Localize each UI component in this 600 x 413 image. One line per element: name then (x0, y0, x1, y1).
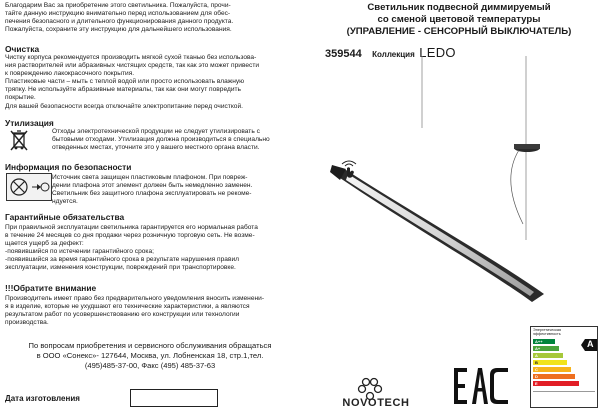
intro-line: Благодарим Вас за приобретение этого светильника. Пожалуйста, прочи- (5, 2, 231, 9)
energy-header: Энергетическая эффективность (533, 328, 562, 337)
product-title (318, 2, 600, 38)
intro-line: печения безопасного и длительного функционирования данного продукта. (5, 18, 234, 26)
energy-class-bar: A++ (533, 339, 555, 344)
energy-footer-strip (533, 391, 595, 406)
service-line: в ООО «Сонекс»- 127644, Москва, ул. Лобненская 18, стр.1,тел. (36, 351, 264, 360)
service-line: По вопросам приобретения и сервисного обслуживания обращаться (28, 341, 272, 350)
energy-rating-arrow (581, 338, 597, 350)
pendant-lamp-illustration (318, 56, 600, 318)
warranty-heading: Гарантийные обязательства (5, 212, 125, 222)
safety-symbol-icon (6, 173, 52, 201)
eac-mark (452, 366, 510, 406)
intro-text (5, 2, 233, 34)
energy-class-bar: B (533, 360, 567, 365)
title-line: Светильник подвесной диммируемый (367, 2, 551, 13)
cleaning-line: покрытие. (5, 94, 36, 102)
logo-text: NOVOTECH (342, 397, 410, 408)
cleaning-line: Для вашей безопасности всегда отключайте электропитание перед очисткой. (5, 102, 243, 110)
energy-class-bar: A (533, 353, 563, 358)
cleaning-line: тряпку. Не используйте абразивные материалы, так как они могут повредить (5, 86, 241, 94)
warranty-line: щается ущерб за дефект: (5, 240, 84, 248)
safety-heading: Информация по безопасности (5, 162, 132, 172)
notice-heading: !!!Обратите внимание (5, 283, 97, 293)
title-line: (УПРАВЛЕНИЕ - СЕНСОРНЫЙ ВЫКЛЮЧАТЕЛЬ) (346, 26, 572, 37)
disposal-heading: Утилизация (5, 118, 54, 128)
safety-line: Светильник без защитного плафона эксплуатировать не рекоме- (52, 190, 252, 198)
manufacture-date-label: Дата изготовления (5, 394, 80, 403)
cleaning-line: Чистку корпуса рекомендуется производить мягкой сухой тканью без использова- (5, 54, 257, 61)
title-line: со сменой цветовой температуры (377, 14, 541, 25)
energy-class-bar: D (533, 374, 575, 379)
cleaning-text (5, 54, 259, 111)
energy-class-bar: A+ (533, 346, 559, 351)
energy-class-bar: C (533, 367, 571, 372)
model-number: 359544 (325, 48, 362, 60)
service-line: (495)485-37-00, Факс (495) 485-37-63 (84, 361, 216, 370)
energy-class-bar: E (533, 381, 579, 386)
notice-line: производства. (5, 319, 49, 327)
warranty-line: При правильной эксплуатации светильника гарантируется его нормальная работа (5, 224, 258, 231)
intro-line: тайте данную инструкцию внимательно перед использованием для обес- (5, 10, 231, 18)
warranty-line: -появившийся за время гарантийного срока в результате нарушения правил (5, 256, 239, 264)
cleaning-line: ния растворителей или абразивных чистящих средств, так как это может привести (5, 62, 260, 70)
safety-text (52, 174, 252, 206)
cleaning-heading: Очистка (5, 44, 40, 54)
notice-line: результатом работ по усовершенствованию его конструкции или технологии (5, 311, 240, 319)
warranty-line: -появившийся по истечении гарантийного срока; (5, 248, 154, 256)
safety-line: ндуется. (52, 198, 78, 206)
disposal-line: Отходы электротехнической продукции не следует утилизировать с (52, 128, 260, 135)
energy-efficiency-label (530, 326, 598, 408)
cleaning-line: к повреждению лакокрасочного покрытия. (5, 70, 135, 78)
touch-switch-icon (338, 158, 360, 180)
warranty-line: эксплуатации, изменения конструкции, повреждений при транспортировке. (5, 264, 236, 272)
collection-name: LEDO (419, 45, 456, 60)
collection-label: Коллекция (372, 50, 415, 59)
cleaning-line: Пластиковые части – мыть с теплой водой или просто использовать влажную (5, 78, 245, 86)
safety-line: дении плафона этот элемент должен быть немедленно заменен. (52, 182, 253, 190)
disposal-line: отведенных местах, уточните это у вашего местного органа власти. (52, 144, 260, 152)
safety-line: Источник света защищен пластиковым плафоном. При повреж- (52, 174, 248, 181)
notice-line: Производитель имеет право без предварительного уведомления вносить изменени- (5, 295, 265, 302)
manufacture-date-field (130, 389, 218, 407)
service-contacts (0, 341, 300, 371)
notice-line: я в изделие, которые не ухудшают его технические характеристики, а являются (5, 303, 250, 311)
notice-text (5, 295, 264, 327)
intro-line: Пожалуйста, сохраните эту инструкцию для дальнейшего использования. (5, 26, 232, 34)
disposal-line: бытовыми отходами. Утилизация должна производиться в специально (52, 136, 270, 144)
warranty-text (5, 224, 258, 273)
energy-rating: A (587, 339, 594, 349)
disposal-text (52, 128, 270, 152)
warranty-line: в течение 24 месяцев со дня продажи через розничную торговую сеть. Не возме- (5, 232, 255, 240)
novotech-logo (316, 376, 436, 408)
crossed-bin-icon (8, 128, 30, 152)
